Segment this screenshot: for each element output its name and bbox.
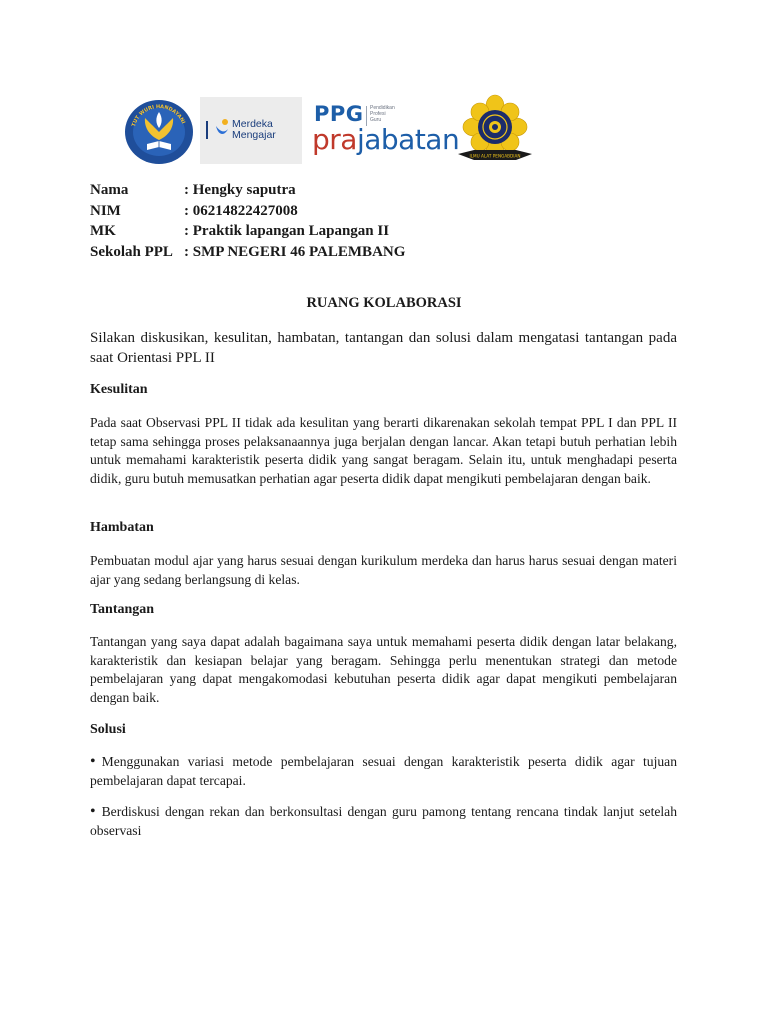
identity-row-sekolah — [90, 242, 405, 263]
ppg-prajabatan-logo — [312, 102, 460, 164]
solusi-bullet-text: Menggunakan variasi metode pembelajaran sesuai dengan karakteristik peserta didik agar tujuan pembelajaran dapat tercapai. — [90, 754, 677, 788]
unsri-ribbon-text: ILMU ALAT PENGABDIAN — [469, 153, 521, 159]
merdeka-line2: Mengajar — [232, 129, 276, 141]
identity-row-nama — [90, 180, 405, 201]
identity-value: : SMP NEGERI 46 PALEMBANG — [184, 243, 406, 260]
ppg-word-pra: pra — [312, 123, 357, 156]
identity-label: Sekolah PPL — [90, 243, 173, 260]
identity-value: : Hengky saputra — [184, 182, 296, 198]
merdeka-line1: Merdeka — [232, 118, 273, 130]
heading-solusi: Solusi — [90, 722, 126, 737]
ppg-small-line3: Guru — [370, 117, 382, 123]
identity-row-mk — [90, 221, 405, 242]
ppg-small-line2: Profesi — [370, 111, 386, 117]
solusi-bullet-item — [90, 803, 677, 840]
identity-label: NIM — [90, 202, 121, 219]
tutwuri-ring-text: TUT WURI HANDAYANI — [130, 103, 187, 128]
merdeka-mengajar-logo — [200, 97, 302, 164]
intro-paragraph: Silakan diskusikan, kesulitan, hambatan, tantangan dan solusi dalam mengatasi tantangan pada saat Orientasi PPL II — [90, 330, 677, 366]
bullet-icon: • — [90, 803, 96, 820]
identity-label: MK — [90, 223, 116, 239]
identity-value: : Praktik lapangan Lapangan II — [184, 223, 390, 239]
logo-strip — [122, 94, 542, 166]
heading-kesulitan: Kesulitan — [90, 382, 148, 397]
identity-label: Nama — [90, 182, 129, 198]
ppg-title: PPG — [314, 102, 364, 126]
paragraph-hambatan: Pembuatan modul ajar yang harus sesuai dengan kurikulum merdeka dan harus harus sesuai dengan materi ajar yang sedang berlangsung di kelas. — [90, 553, 677, 587]
solusi-bullet-text: Berdiskusi dengan rekan dan berkonsultasi dengan guru pamong tentang rencana tindak lanjut setelah observasi — [90, 804, 677, 838]
merdeka-divider — [206, 121, 208, 139]
ppg-subtitle — [370, 105, 395, 123]
document-title: RUANG KOLABORASI — [306, 295, 462, 311]
prajabatan-wordmark — [312, 124, 459, 156]
identity-row-nim — [90, 201, 405, 222]
paragraph-kesulitan: Pada saat Observasi PPL II tidak ada kesulitan yang berarti dikarenakan sekolah tempat PPL I dan PPL II tetap sama sehingga proses pelaksanaannya juga berjalan dengan lancar. Akan tetapi butuh perhatian lebih untuk memahami karakteristik peserta didik yang sangat beragam. Selain itu, untuk menghadapi peserta didik, guru butuh memusatkan perhatian agar peserta didik dapat mengikuti pembelajaran dengan baik. — [90, 415, 677, 486]
merdeka-person-icon — [214, 117, 230, 141]
ppg-small-line1: Pendidikan — [370, 105, 395, 111]
ppg-word-jabatan: jabatan — [356, 123, 460, 156]
paragraph-tantangan: Tantangan yang saya dapat adalah bagaimana saya untuk memahami peserta didik dengan latar belakang, karakteristik dan kesiapan belajar yang beragam. Sehingga perlu menentukan strategi dan metode pembelajaran yang dapat mengakomodasi kebutuhan peserta didik agar dapat mengikuti pembelajaran dengan baik. — [90, 634, 677, 705]
identity-value: : 06214822427008 — [184, 202, 298, 219]
merdeka-wordmark — [232, 119, 276, 141]
heading-hambatan: Hambatan — [90, 520, 154, 535]
heading-tantangan: Tantangan — [90, 602, 155, 617]
identity-block — [90, 180, 405, 262]
solusi-bullet-item — [90, 753, 677, 790]
unsri-logo — [454, 94, 536, 166]
tut-wuri-handayani-logo — [122, 96, 196, 166]
bullet-icon: • — [90, 753, 96, 770]
